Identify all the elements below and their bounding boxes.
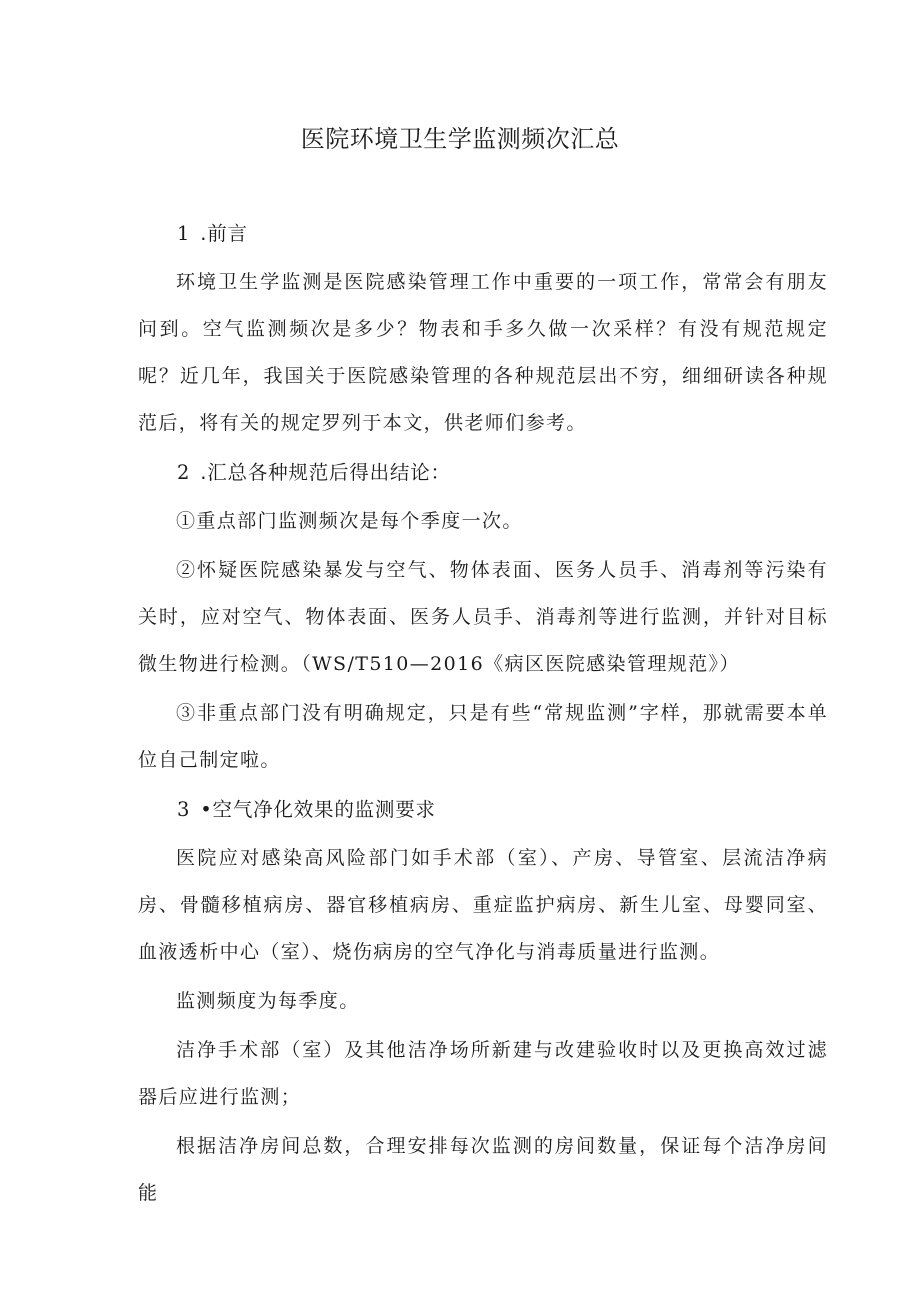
- section-heading-text: .前言: [200, 222, 248, 245]
- paragraph: 洁净手术部（室）及其他洁净场所新建与改建验收时以及更换高效过滤器后应进行监测；: [138, 1039, 828, 1108]
- paragraph: ③非重点部门没有明确规定，只是有些“常规监测”字样，那就需要本单位自己制定啦。: [138, 702, 828, 771]
- paragraph: 医院应对感染高风险部门如手术部（室）、产房、导管室、层流洁净病房、骨髓移植病房、器官移植病房、重症监护病房、新生儿室、母婴同室、血液透析中心（室）、烧伤病房的空气净化与消毒质量进行监测。: [138, 847, 828, 963]
- paragraph: ②怀疑医院感染暴发与空气、物体表面、医务人员手、消毒剂等污染有关时，应对空气、物体表面、医务人员手、消毒剂等进行监测，并针对目标微生物进行检测。（WS/T510—2016《病区医院感染管理规范》）: [138, 559, 828, 675]
- paragraph: 环境卫生学监测是医院感染管理工作中重要的一项工作，常常会有朋友问到。空气监测频次是多少？物表和手多久做一次采样？有没有规范规定呢？近几年，我国关于医院感染管理的各种规范层出不穷，细细研读各种规范后，将有关的规定罗列于本文，供老师们参考。: [138, 271, 828, 434]
- section-heading-air-purification: [138, 786, 828, 833]
- section-heading-text: .汇总各种规范后得出结论：: [200, 461, 451, 484]
- section-number: 1: [177, 222, 191, 245]
- section-heading-preface: [138, 210, 828, 257]
- section-heading-text: •空气净化效果的监测要求: [200, 798, 436, 821]
- document-title: 医院环境卫生学监测频次汇总: [300, 125, 620, 153]
- paragraph: 根据洁净房间总数，合理安排每次监测的房间数量，保证每个洁净房间能: [138, 1135, 828, 1204]
- section-number: 2: [177, 461, 191, 484]
- paragraph: ①重点部门监测频次是每个季度一次。: [176, 510, 523, 532]
- document-body: [138, 210, 828, 1219]
- paragraph: 监测频度为每季度。: [176, 990, 360, 1012]
- section-number: 3: [177, 798, 191, 821]
- section-heading-conclusions: [138, 449, 828, 496]
